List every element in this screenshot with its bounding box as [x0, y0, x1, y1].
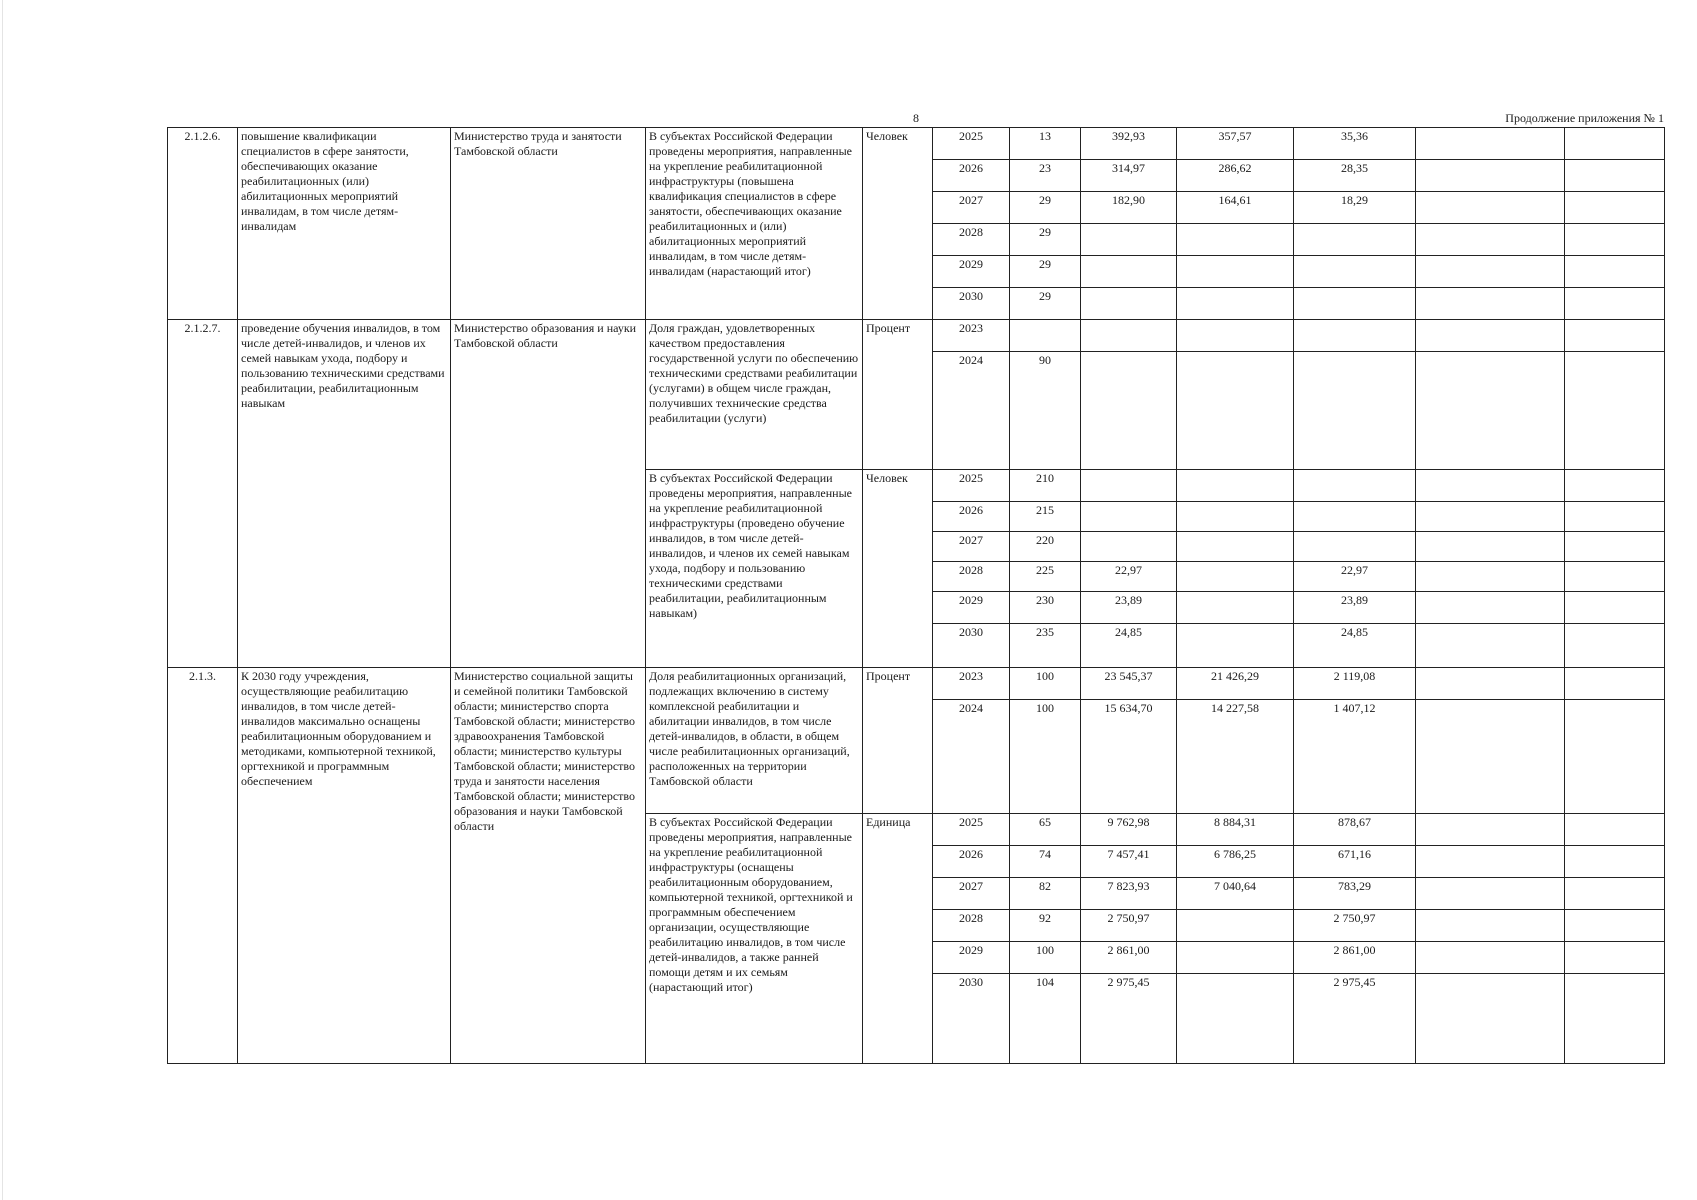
indicator-value-cell	[1010, 320, 1081, 352]
funding-regional-cell: 2 750,97	[1294, 910, 1416, 942]
funding-federal-cell	[1177, 942, 1294, 974]
indicator-value-cell: 225	[1010, 562, 1081, 592]
scan-artifact	[2, 0, 3, 1200]
table-row	[168, 668, 1665, 700]
funding-other-cell	[1416, 668, 1565, 700]
year-cell: 2024	[933, 352, 1010, 470]
funding-total-cell: 182,90	[1081, 192, 1177, 224]
funding-regional-cell: 18,29	[1294, 192, 1416, 224]
indicator-text: В субъектах Российской Федерации проведены мероприятия, направленные на укрепление реабилитационной инфраструктуры (проведено обучение инвалидов, в том числе детей-инвалидов, и членов их семей навыкам ухода, подбору и пользованию техническими средствами реабилитации, реабилитационным навыкам)	[646, 470, 863, 668]
funding-extra-cell	[1565, 668, 1665, 700]
funding-regional-cell: 2 861,00	[1294, 942, 1416, 974]
funding-other-cell	[1416, 160, 1565, 192]
section-responsible: Министерство социальной защиты и семейной политики Тамбовской области; министерство спорта Тамбовской области; министерство здравоохранения Тамбовской области; министерство культуры Тамбовской области; министерство труда и занятости населения Тамбовской области; министерство образования и науки Тамбовской области	[451, 668, 646, 1064]
indicator-value-cell: 29	[1010, 192, 1081, 224]
funding-regional-cell	[1294, 320, 1416, 352]
funding-federal-cell: 164,61	[1177, 192, 1294, 224]
funding-federal-cell: 7 040,64	[1177, 878, 1294, 910]
funding-regional-cell: 23,89	[1294, 592, 1416, 624]
section-activity: К 2030 году учреждения, осуществляющие реабилитацию инвалидов, в том числе детей-инвалидов максимально оснащены реабилитационным оборудованием и методиками, компьютерной техникой, оргтехникой и программным обеспечением	[238, 668, 451, 1064]
table-row	[168, 320, 1665, 352]
funding-extra-cell	[1565, 470, 1665, 502]
funding-total-cell: 7 457,41	[1081, 846, 1177, 878]
funding-other-cell	[1416, 224, 1565, 256]
indicator-value-cell: 23	[1010, 160, 1081, 192]
funding-federal-cell: 14 227,58	[1177, 700, 1294, 814]
funding-regional-cell	[1294, 288, 1416, 320]
indicator-unit: Человек	[863, 470, 933, 668]
funding-extra-cell	[1565, 532, 1665, 562]
section-activity: повышение квалификации специалистов в сфере занятости, обеспечивающих оказание реабилитационных (или) абилитационных мероприятий инвалидам, в том числе детям-инвалидам	[238, 128, 451, 320]
indicator-value-cell: 90	[1010, 352, 1081, 470]
funding-total-cell: 23 545,37	[1081, 668, 1177, 700]
funding-extra-cell	[1565, 878, 1665, 910]
year-cell: 2027	[933, 878, 1010, 910]
funding-other-cell	[1416, 352, 1565, 470]
funding-regional-cell: 35,36	[1294, 128, 1416, 160]
year-cell: 2029	[933, 592, 1010, 624]
year-cell: 2028	[933, 224, 1010, 256]
indicator-value-cell: 100	[1010, 700, 1081, 814]
funding-other-cell	[1416, 942, 1565, 974]
funding-federal-cell	[1177, 256, 1294, 288]
page-number: 8	[913, 111, 919, 125]
indicator-text: В субъектах Российской Федерации проведены мероприятия, направленные на укрепление реабилитационной инфраструктуры (оснащены реабилитационным оборудованием, компьютерной техникой, оргтехникой и программным обеспечением организации, осуществляющие реабилитацию инвалидов, в том числе детей-инвалидов, а также ранней помощи детям и их семьям (нарастающий итог)	[646, 814, 863, 1064]
funding-extra-cell	[1565, 814, 1665, 846]
indicator-value-cell: 230	[1010, 592, 1081, 624]
funding-extra-cell	[1565, 256, 1665, 288]
section-code: 2.1.2.6.	[168, 128, 238, 320]
funding-extra-cell	[1565, 592, 1665, 624]
funding-other-cell	[1416, 700, 1565, 814]
year-cell: 2025	[933, 814, 1010, 846]
section-activity: проведение обучения инвалидов, в том числе детей-инвалидов, и членов их семей навыкам ухода, подбору и пользованию техническими средствами реабилитации, реабилитационным навыкам	[238, 320, 451, 668]
funding-extra-cell	[1565, 700, 1665, 814]
indicator-value-cell: 100	[1010, 668, 1081, 700]
section-responsible: Министерство образования и науки Тамбовской области	[451, 320, 646, 668]
funding-total-cell: 392,93	[1081, 128, 1177, 160]
funding-other-cell	[1416, 624, 1565, 668]
funding-extra-cell	[1565, 942, 1665, 974]
year-cell: 2028	[933, 562, 1010, 592]
funding-federal-cell: 8 884,31	[1177, 814, 1294, 846]
funding-federal-cell	[1177, 562, 1294, 592]
indicator-text: Доля граждан, удовлетворенных качеством предоставления государственной услуги по обеспечению техническими средствами реабилитации (услугами) в общем числе граждан, получивших технические средства реабилитации (услуги)	[646, 320, 863, 470]
indicator-value-cell: 220	[1010, 532, 1081, 562]
indicator-unit: Человек	[863, 128, 933, 320]
year-cell: 2025	[933, 470, 1010, 502]
funding-extra-cell	[1565, 974, 1665, 1064]
year-cell: 2027	[933, 192, 1010, 224]
indicator-value-cell: 74	[1010, 846, 1081, 878]
funding-regional-cell: 878,67	[1294, 814, 1416, 846]
section-code: 2.1.3.	[168, 668, 238, 1064]
year-cell: 2030	[933, 288, 1010, 320]
indicator-unit: Процент	[863, 668, 933, 814]
funding-federal-cell	[1177, 288, 1294, 320]
funding-total-cell: 15 634,70	[1081, 700, 1177, 814]
funding-other-cell	[1416, 502, 1565, 532]
indicator-value-cell: 65	[1010, 814, 1081, 846]
funding-other-cell	[1416, 192, 1565, 224]
year-cell: 2023	[933, 668, 1010, 700]
indicator-value-cell: 100	[1010, 942, 1081, 974]
funding-federal-cell	[1177, 352, 1294, 470]
funding-total-cell: 2 861,00	[1081, 942, 1177, 974]
funding-federal-cell	[1177, 532, 1294, 562]
funding-federal-cell: 286,62	[1177, 160, 1294, 192]
funding-total-cell: 2 750,97	[1081, 910, 1177, 942]
funding-other-cell	[1416, 592, 1565, 624]
table-body	[168, 128, 1665, 1064]
funding-federal-cell: 21 426,29	[1177, 668, 1294, 700]
funding-other-cell	[1416, 320, 1565, 352]
funding-extra-cell	[1565, 192, 1665, 224]
indicator-value-cell: 29	[1010, 224, 1081, 256]
funding-other-cell	[1416, 562, 1565, 592]
year-cell: 2023	[933, 320, 1010, 352]
funding-extra-cell	[1565, 224, 1665, 256]
funding-federal-cell	[1177, 502, 1294, 532]
year-cell: 2027	[933, 532, 1010, 562]
funding-total-cell	[1081, 502, 1177, 532]
indicator-value-cell: 29	[1010, 288, 1081, 320]
funding-other-cell	[1416, 470, 1565, 502]
funding-federal-cell	[1177, 624, 1294, 668]
year-cell: 2029	[933, 256, 1010, 288]
funding-total-cell	[1081, 256, 1177, 288]
funding-total-cell: 22,97	[1081, 562, 1177, 592]
funding-federal-cell	[1177, 470, 1294, 502]
year-cell: 2026	[933, 160, 1010, 192]
funding-total-cell: 2 975,45	[1081, 974, 1177, 1064]
funding-regional-cell	[1294, 352, 1416, 470]
funding-regional-cell: 671,16	[1294, 846, 1416, 878]
funding-regional-cell	[1294, 502, 1416, 532]
section-responsible: Министерство труда и занятости Тамбовской области	[451, 128, 646, 320]
funding-total-cell	[1081, 288, 1177, 320]
funding-regional-cell: 22,97	[1294, 562, 1416, 592]
funding-regional-cell	[1294, 256, 1416, 288]
funding-extra-cell	[1565, 910, 1665, 942]
funding-extra-cell	[1565, 562, 1665, 592]
funding-total-cell: 7 823,93	[1081, 878, 1177, 910]
funding-federal-cell	[1177, 592, 1294, 624]
indicator-unit: Процент	[863, 320, 933, 470]
year-cell: 2028	[933, 910, 1010, 942]
funding-federal-cell	[1177, 320, 1294, 352]
funding-extra-cell	[1565, 846, 1665, 878]
funding-regional-cell: 2 119,08	[1294, 668, 1416, 700]
funding-federal-cell	[1177, 224, 1294, 256]
funding-federal-cell	[1177, 910, 1294, 942]
funding-extra-cell	[1565, 502, 1665, 532]
funding-other-cell	[1416, 256, 1565, 288]
funding-extra-cell	[1565, 128, 1665, 160]
indicator-unit: Единица	[863, 814, 933, 1064]
funding-total-cell: 24,85	[1081, 624, 1177, 668]
funding-federal-cell: 357,57	[1177, 128, 1294, 160]
funding-other-cell	[1416, 878, 1565, 910]
indicator-value-cell: 215	[1010, 502, 1081, 532]
year-cell: 2024	[933, 700, 1010, 814]
funding-total-cell: 314,97	[1081, 160, 1177, 192]
funding-other-cell	[1416, 974, 1565, 1064]
table-row	[168, 128, 1665, 160]
indicator-value-cell: 82	[1010, 878, 1081, 910]
funding-total-cell	[1081, 320, 1177, 352]
funding-regional-cell: 2 975,45	[1294, 974, 1416, 1064]
year-cell: 2030	[933, 974, 1010, 1064]
funding-other-cell	[1416, 532, 1565, 562]
year-cell: 2026	[933, 846, 1010, 878]
indicator-value-cell: 13	[1010, 128, 1081, 160]
funding-total-cell	[1081, 470, 1177, 502]
funding-extra-cell	[1565, 320, 1665, 352]
funding-other-cell	[1416, 846, 1565, 878]
funding-other-cell	[1416, 288, 1565, 320]
funding-regional-cell	[1294, 532, 1416, 562]
funding-total-cell	[1081, 532, 1177, 562]
indicator-text: Доля реабилитационных организаций, подлежащих включению в систему комплексной реабилитации и абилитации инвалидов, в том числе детей-инвалидов, в области, в общем числе реабилитационных организаций, расположенных на территории Тамбовской области	[646, 668, 863, 814]
funding-federal-cell: 6 786,25	[1177, 846, 1294, 878]
funding-regional-cell: 24,85	[1294, 624, 1416, 668]
funding-regional-cell: 28,35	[1294, 160, 1416, 192]
program-table	[167, 127, 1665, 1064]
indicator-text: В субъектах Российской Федерации проведены мероприятия, направленные на укрепление реабилитационной инфраструктуры (повышена квалификация специалистов в сфере занятости, обеспечивающих оказание реабилитационных и (или) абилитационных мероприятий инвалидам, в том числе детям-инвалидам (нарастающий итог)	[646, 128, 863, 320]
year-cell: 2025	[933, 128, 1010, 160]
indicator-value-cell: 210	[1010, 470, 1081, 502]
funding-total-cell	[1081, 224, 1177, 256]
funding-total-cell	[1081, 352, 1177, 470]
year-cell: 2029	[933, 942, 1010, 974]
funding-regional-cell	[1294, 224, 1416, 256]
indicator-value-cell: 235	[1010, 624, 1081, 668]
indicator-value-cell: 29	[1010, 256, 1081, 288]
funding-regional-cell: 783,29	[1294, 878, 1416, 910]
funding-other-cell	[1416, 910, 1565, 942]
funding-total-cell: 9 762,98	[1081, 814, 1177, 846]
funding-other-cell	[1416, 814, 1565, 846]
funding-regional-cell: 1 407,12	[1294, 700, 1416, 814]
indicator-value-cell: 104	[1010, 974, 1081, 1064]
year-cell: 2030	[933, 624, 1010, 668]
section-code: 2.1.2.7.	[168, 320, 238, 668]
funding-extra-cell	[1565, 624, 1665, 668]
year-cell: 2026	[933, 502, 1010, 532]
funding-other-cell	[1416, 128, 1565, 160]
continuation-note: Продолжение приложения № 1	[1505, 111, 1664, 125]
funding-federal-cell	[1177, 974, 1294, 1064]
funding-total-cell: 23,89	[1081, 592, 1177, 624]
funding-extra-cell	[1565, 352, 1665, 470]
indicator-value-cell: 92	[1010, 910, 1081, 942]
funding-extra-cell	[1565, 160, 1665, 192]
funding-extra-cell	[1565, 288, 1665, 320]
funding-regional-cell	[1294, 470, 1416, 502]
